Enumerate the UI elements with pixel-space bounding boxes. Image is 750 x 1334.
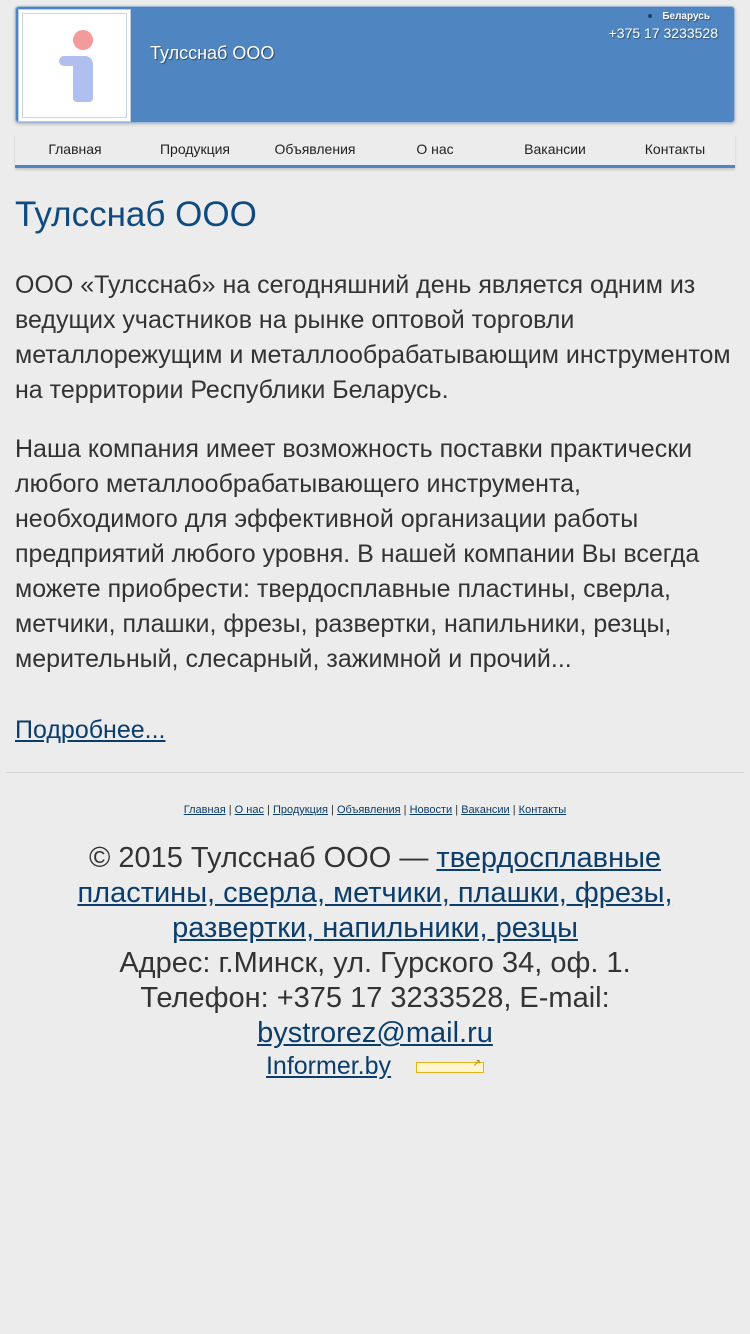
nav-item-vacancies[interactable]: Вакансии — [524, 141, 586, 157]
logo-dot-icon — [73, 30, 93, 50]
footer-divider — [6, 772, 744, 773]
nav-item-products[interactable]: Продукция — [159, 141, 231, 157]
header-phone: +375 17 3233528 — [608, 25, 718, 41]
nav-item-home[interactable]: Главная — [48, 141, 102, 157]
informer-block — [0, 1052, 750, 1081]
nav-item-about[interactable]: О нас — [416, 141, 454, 157]
site-header — [15, 6, 735, 123]
footer-separator: | — [263, 804, 273, 816]
footer-link-products[interactable]: Продукция — [272, 804, 328, 816]
footer-link-announcements[interactable]: Объявления — [336, 804, 401, 816]
footer-separator: | — [328, 804, 337, 816]
site-name[interactable]: Тулсснаб ООО — [150, 43, 275, 63]
footer-link-about[interactable]: О нас — [234, 804, 264, 816]
informer-badge[interactable] — [416, 1057, 484, 1073]
footer-copyright: © 2015 Тулсснаб ООО — — [88, 842, 437, 874]
footer-separator: | — [225, 804, 235, 816]
footer-products-link[interactable]: твердосплавные пластины, сверла, метчики, плашки, фрезы, развертки, напильники, резцы — [77, 842, 673, 944]
footer-info — [40, 841, 710, 1051]
nav-item-announcements[interactable]: Объявления — [274, 141, 356, 157]
read-more-link[interactable]: Подробнее... — [15, 716, 166, 744]
footer-phone: Телефон: +375 17 3233528, E-mail: — [140, 982, 610, 1014]
page-title: Тулсснаб ООО — [15, 195, 257, 234]
region-label[interactable]: Беларусь — [662, 11, 710, 22]
footer-link-contacts[interactable]: Контакты — [518, 804, 567, 816]
informer-link[interactable]: Informer.by — [265, 1052, 392, 1080]
site-logo[interactable] — [18, 9, 131, 122]
footer-separator: | — [452, 804, 462, 816]
footer-nav — [0, 804, 750, 816]
logo-frame — [22, 13, 127, 118]
logo-stem-icon — [73, 56, 93, 102]
nav-item-contacts[interactable]: Контакты — [644, 141, 706, 157]
main-nav — [15, 134, 735, 168]
products-paragraph: Наша компания имеет возможность поставки практически любого металлообрабатывающего инструмента, необходимого для эффективной организации работы предприятий любого уровня. В нашей компании Вы всегда можете приобрести: твердосплавные пластины, сверла, метчики, плашки, фрезы, развертки, напильники, резцы, мерительный, слесарный, зажимной и прочий... — [15, 435, 700, 673]
footer-link-vacancies[interactable]: Вакансии — [461, 804, 510, 816]
footer-email-link[interactable]: bystrorez@mail.ru — [257, 1017, 493, 1049]
footer-link-home[interactable]: Главная — [183, 804, 226, 816]
footer-separator: | — [509, 804, 519, 816]
footer-address: Адрес: г.Минск, ул. Гурского 34, оф. 1. — [119, 947, 631, 979]
external-arrow-icon: ↗ — [472, 1057, 481, 1069]
footer-separator: | — [400, 804, 410, 816]
footer-link-news[interactable]: Новости — [409, 804, 453, 816]
region-bullet-icon — [648, 14, 652, 18]
intro-paragraph: ООО «Тулсснаб» на сегодняшний день является одним из ведущих участников на рынке оптовой торговли металлорежущим и металлообрабатывающим инструментом на территории Республики Беларусь. — [15, 271, 731, 404]
